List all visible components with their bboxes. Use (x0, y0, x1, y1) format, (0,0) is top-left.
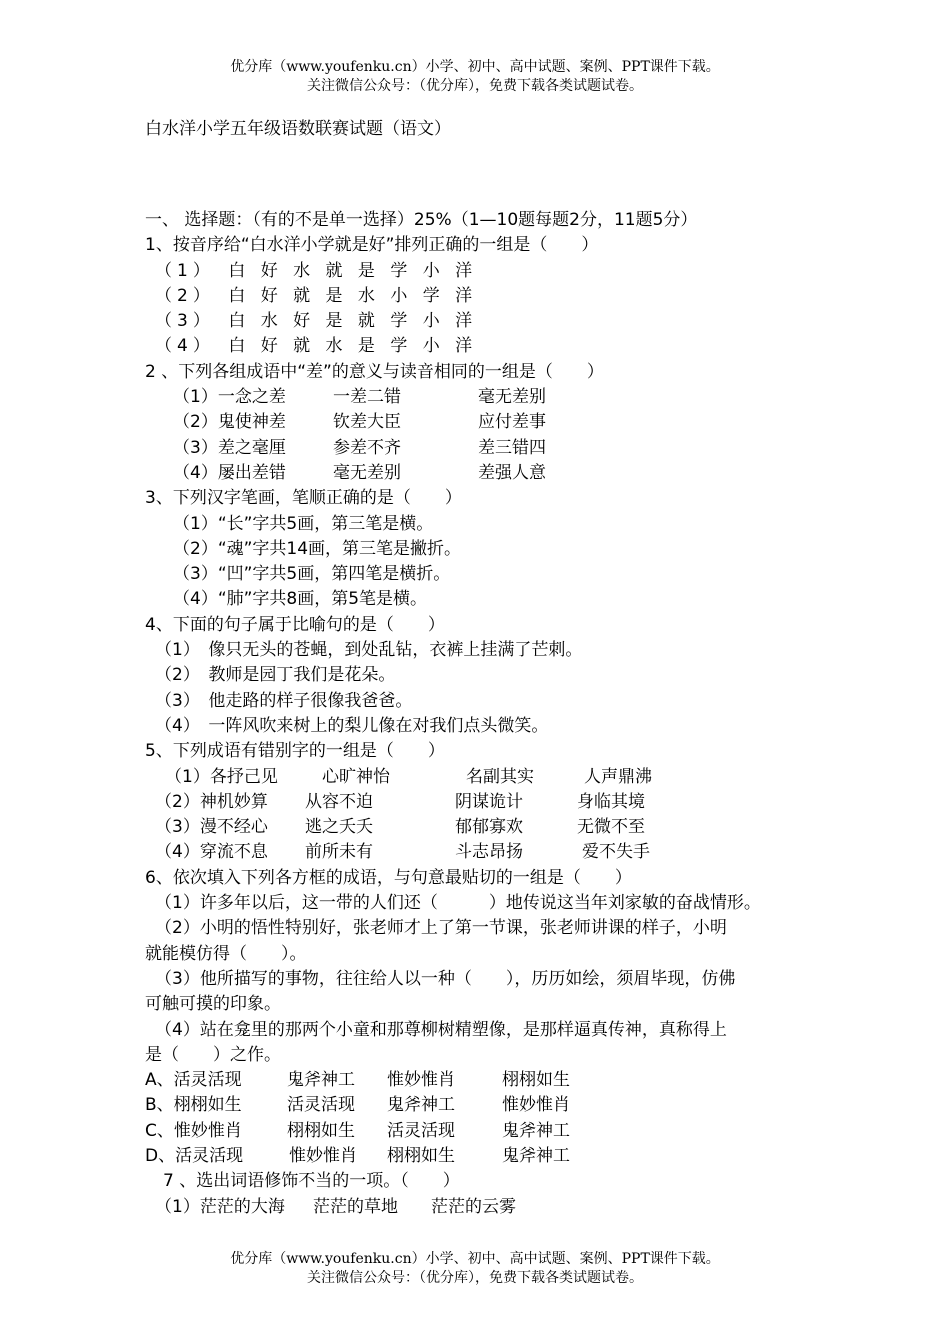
idiom: 差三错四 (478, 437, 546, 458)
question-3-option: （2）“魂”字共14画，第三笔是撇折。 (173, 538, 462, 559)
question-4-option: （3） 他走路的样子很像我爸爸。 (155, 690, 413, 711)
idiom: （3）漫不经心 (155, 817, 268, 838)
question-5-row (145, 815, 825, 840)
idiom: 郁郁寡欢 (455, 817, 523, 838)
question-6-line: （1）许多年以后，这一带的人们还（ ）地传说这当年刘家敏的奋战情形。 (155, 893, 761, 914)
question-3-option: （1）“长”字共5画，第三笔是横。 (173, 513, 434, 534)
idiom: 人声鼎沸 (584, 766, 652, 787)
idiom: 前所未有 (305, 842, 373, 863)
idiom: 名副其实 (466, 766, 534, 787)
idiom: 斗志昂扬 (455, 842, 523, 863)
idiom: 惟妙惟肖 (502, 1095, 570, 1116)
question-3-option: （4）“肺”字共8画，第5笔是横。 (173, 589, 428, 610)
question-6-line: （4）站在龛里的那两个小童和那尊柳树精塑像，是那样逼真传神，真称得上 (155, 1019, 727, 1040)
phrase: （1）茫茫的大海 (155, 1196, 285, 1217)
question-4-option: （1） 像只无头的苍蝇，到处乱钻，衣裤上挂满了芒刺。 (155, 640, 583, 661)
question-6-line: 可触可摸的印象。 (145, 994, 281, 1015)
idiom: 栩栩如生 (502, 1070, 570, 1091)
idiom: 活灵活现 (387, 1120, 455, 1141)
page-header (0, 58, 950, 96)
idiom: 逃之夭夭 (305, 817, 373, 838)
page-footer (0, 1250, 950, 1288)
idiom: 阴谋诡计 (455, 791, 523, 812)
idiom: 鬼斧神工 (287, 1070, 355, 1091)
idiom: 从容不迫 (305, 791, 373, 812)
question-5-row (145, 790, 825, 815)
idiom: 栩栩如生 (387, 1145, 455, 1166)
section-heading: 一、 选择题：（有的不是单一选择）25%（1—10题每题2分，11题5分） (145, 210, 698, 230)
question-2-row (145, 461, 825, 486)
idiom: （4）穿流不息 (155, 842, 268, 863)
idiom: （1）各抒己见 (165, 766, 278, 787)
idiom: 钦差大臣 (333, 412, 401, 433)
idiom: 毫无差别 (478, 387, 546, 408)
question-6-choice (145, 1093, 825, 1118)
question-6-line: （3）他所描写的事物，往往给人以一种（ ），历历如绘，须眉毕现，仿佛 (155, 968, 736, 989)
idiom: D、活灵活现 (145, 1145, 244, 1166)
question-6-stem: 6、依次填入下列各方框的成语，与句意最贴切的一组是（ ） (145, 867, 632, 888)
question-6-line: 是（ ）之作。 (145, 1044, 281, 1065)
idiom: 身临其境 (577, 791, 645, 812)
idiom: 毫无差别 (333, 462, 401, 483)
question-6-line: 就能模仿得（ ）。 (145, 943, 307, 964)
phrase: 茫茫的云雾 (431, 1196, 516, 1217)
question-1-option: （3） 白 水 好 是 就 学 小 洋 (155, 311, 478, 332)
idiom: 参差不齐 (333, 437, 401, 458)
question-4-option: （4） 一阵风吹来树上的梨儿像在对我们点头微笑。 (155, 715, 549, 736)
question-5-row (145, 765, 825, 790)
idiom: 惟妙惟肖 (387, 1070, 455, 1091)
idiom: 一差二错 (333, 387, 401, 408)
idiom: （4）屡出差错 (173, 462, 286, 483)
idiom: 应付差事 (478, 412, 546, 433)
question-5-stem: 5、下列成语有错别字的一组是（ ） (145, 741, 445, 762)
question-6-choice (145, 1068, 825, 1093)
header-line-1: 优分库（www.youfenku.cn）小学、初中、高中试题、案例、PPT课件下载。 (230, 59, 720, 75)
idiom: 差强人意 (478, 462, 546, 483)
question-2-row (145, 436, 825, 461)
idiom: A、活灵活现 (145, 1070, 242, 1091)
idiom: （2）神机妙算 (155, 791, 268, 812)
question-2-stem: 2 、下列各组成语中“差”的意义与读音相同的一组是（ ） (145, 361, 604, 382)
idiom: 鬼斧神工 (502, 1120, 570, 1141)
question-4-option: （2） 教师是园丁我们是花朵。 (155, 665, 396, 686)
idiom: 鬼斧神工 (502, 1145, 570, 1166)
exam-content (145, 208, 825, 1220)
question-6-line: （2）小明的悟性特别好，张老师才上了第一节课，张老师讲课的样子，小明 (155, 918, 727, 939)
idiom: 鬼斧神工 (387, 1095, 455, 1116)
question-1-option: （4） 白 好 就 水 是 学 小 洋 (155, 336, 478, 357)
idiom: （1）一念之差 (173, 387, 286, 408)
idiom: 惟妙惟肖 (289, 1145, 357, 1166)
question-1-stem: 1、按音序给“白水洋小学就是好”排列正确的一组是（ ） (145, 235, 599, 256)
exam-title: 白水洋小学五年级语数联赛试题（语文） (145, 119, 451, 139)
question-5-row (145, 840, 825, 865)
question-1-option: （2） 白 好 就 是 水 小 学 洋 (155, 285, 478, 306)
question-2-row (145, 385, 825, 410)
idiom: 爱不失手 (582, 842, 650, 863)
question-7-stem: 7 、选出词语修饰不当的一项。（ ） (163, 1171, 460, 1192)
question-7-row (145, 1195, 825, 1220)
question-1-option: （1） 白 好 水 就 是 学 小 洋 (155, 260, 478, 281)
phrase: 茫茫的草地 (313, 1196, 398, 1217)
question-4-stem: 4、下面的句子属于比喻句的是（ ） (145, 614, 445, 635)
question-6-choice (145, 1119, 825, 1144)
footer-line-1: 优分库（www.youfenku.cn）小学、初中、高中试题、案例、PPT课件下载。 (230, 1251, 720, 1267)
question-3-option: （3）“凹”字共5画，第四笔是横折。 (173, 564, 451, 585)
idiom: B、栩栩如生 (145, 1095, 242, 1116)
idiom: （3）差之毫厘 (173, 437, 286, 458)
header-line-2: 关注微信公众号：（优分库），免费下载各类试题试卷。 (307, 78, 643, 94)
question-3-stem: 3、下列汉字笔画，笔顺正确的是（ ） (145, 488, 462, 509)
idiom: 栩栩如生 (287, 1120, 355, 1141)
idiom: 心旷神怡 (322, 766, 390, 787)
question-6-choice (145, 1144, 825, 1169)
idiom: C、惟妙惟肖 (145, 1120, 242, 1141)
idiom: （2）鬼使神差 (173, 412, 286, 433)
footer-line-2: 关注微信公众号：（优分库），免费下载各类试题试卷。 (307, 1270, 643, 1286)
idiom: 活灵活现 (287, 1095, 355, 1116)
idiom: 无微不至 (577, 817, 645, 838)
question-2-row (145, 410, 825, 435)
